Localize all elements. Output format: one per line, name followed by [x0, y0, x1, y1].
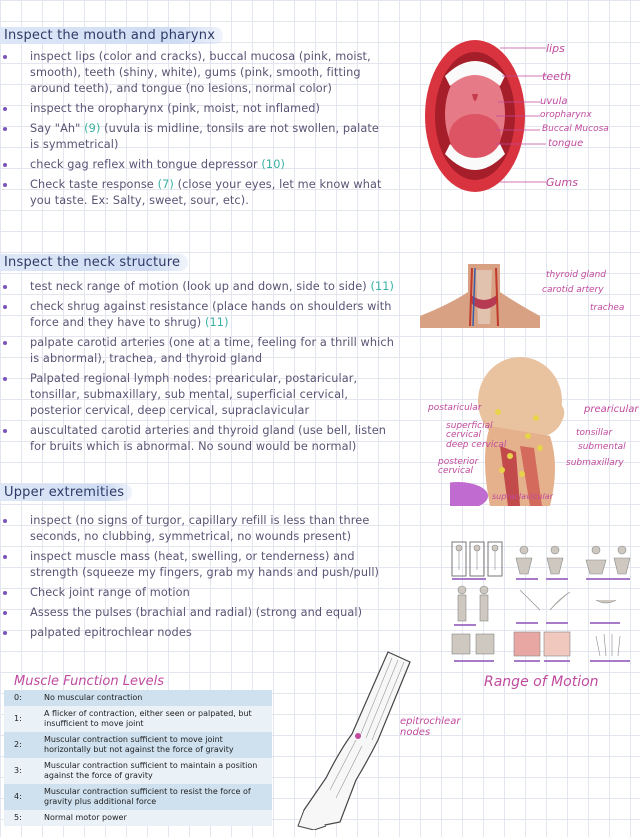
muscle-function-title: Muscle Function Levels	[14, 674, 165, 689]
table-row: 4: Muscular contraction sufficient to resist the force of gravity plus additional force	[4, 784, 272, 810]
label-lips: lips	[546, 42, 565, 55]
label-gums: Gums	[546, 176, 578, 189]
list-item: auscultated carotid arteries and thyroid gland (use bell, listen for bruits which is abnormal. No sound would be normal)	[0, 423, 395, 455]
caption-range-of-motion: Range of Motion	[484, 674, 599, 690]
label-trachea: trachea	[590, 303, 625, 313]
list-item: palpated epitrochlear nodes	[0, 625, 390, 641]
label-prearicular: prearicular	[584, 404, 639, 415]
table-row: 3: Muscular contraction sufficient to maintain a position against the force of gravity	[4, 758, 272, 784]
thyroid-illustration	[420, 264, 540, 328]
label-oropharynx: oropharynx	[540, 110, 592, 120]
upper-list	[0, 513, 390, 645]
heading-neck: Inspect the neck structure	[0, 254, 188, 271]
label-buccal-mucosa: Buccal Mucosa	[542, 124, 609, 134]
heading-mouth: Inspect the mouth and pharynx	[0, 27, 223, 44]
label-carotid-artery: carotid artery	[542, 285, 604, 295]
label-teeth: teeth	[542, 70, 572, 83]
list-item: palpate carotid arteries (one at a time, feeling for a thrill which is abnormal), trachea, and thyroid gland	[0, 335, 395, 367]
list-item: Check taste response (7) (close your eyes, let me know what you taste. Ex: Salty, sweet, sour, etc).	[0, 177, 390, 209]
neck-list	[0, 279, 395, 459]
table-row: 2: Muscular contraction sufficient to move joint horizontally but not against the force of gravity	[4, 732, 272, 758]
label-epitrochlear-nodes: epitrochlear nodes	[400, 716, 461, 738]
range-of-motion-illustration	[450, 540, 636, 670]
label-superficial-cervical: superficial cervical	[446, 421, 493, 440]
label-supraclavicular: supraclavicular	[492, 492, 553, 501]
list-item: inspect lips (color and cracks), buccal mucosa (pink, moist, smooth), teeth (shiny, white), gums (pink, smooth, fitting around teeth), and tongue (no lesions, normal color)	[0, 49, 390, 97]
table-row: 0: No muscular contraction	[4, 690, 272, 706]
list-item: Palpated regional lymph nodes: prearicular, postaricular, tonsillar, submaxillary, sub mental, superficial cervical, posterior cervical, deep cervical, supraclavicular	[0, 371, 395, 419]
label-deep-cervical: deep cervical	[446, 440, 507, 450]
list-item: Assess the pulses (brachial and radial) (strong and equal)	[0, 605, 390, 621]
table-row: 5: Normal motor power	[4, 810, 272, 826]
list-item: check gag reflex with tongue depressor (10)	[0, 157, 390, 173]
label-tongue: tongue	[548, 138, 584, 149]
list-item: check shrug against resistance (place hands on shoulders with force and they have to shrug) (11)	[0, 299, 395, 331]
label-tonsillar: tonsillar	[576, 428, 613, 438]
label-postaricular: postaricular	[428, 403, 482, 413]
heading-upper-extremities: Upper extremities	[0, 484, 132, 501]
list-item: inspect (no signs of turgor, capillary refill is less than three seconds, no clubbing, symmetrical, no wounds present)	[0, 513, 390, 545]
mouth-list	[0, 49, 390, 213]
table-row: 1: A flicker of contraction, either seen or palpated, but insufficient to move joint	[4, 706, 272, 732]
label-submaxillary: submaxillary	[566, 458, 624, 468]
label-uvula: uvula	[540, 96, 568, 107]
label-posterior-cervical: posterior cervical	[438, 457, 479, 476]
list-item: Say "Ah" (9) (uvula is midline, tonsils are not swollen, palate is symmetrical)	[0, 121, 390, 153]
label-submental: submental	[578, 442, 626, 452]
list-item: test neck range of motion (look up and down, side to side) (11)	[0, 279, 395, 295]
label-thyroid-gland: thyroid gland	[546, 270, 606, 280]
list-item: inspect muscle mass (heat, swelling, or tenderness) and strength (squeeze my fingers, grab my hands and push/pull)	[0, 549, 390, 581]
list-item: inspect the oropharynx (pink, moist, not inflamed)	[0, 101, 390, 117]
muscle-function-table	[4, 690, 272, 826]
list-item: Check joint range of motion	[0, 585, 390, 601]
arm-illustration	[296, 650, 416, 830]
